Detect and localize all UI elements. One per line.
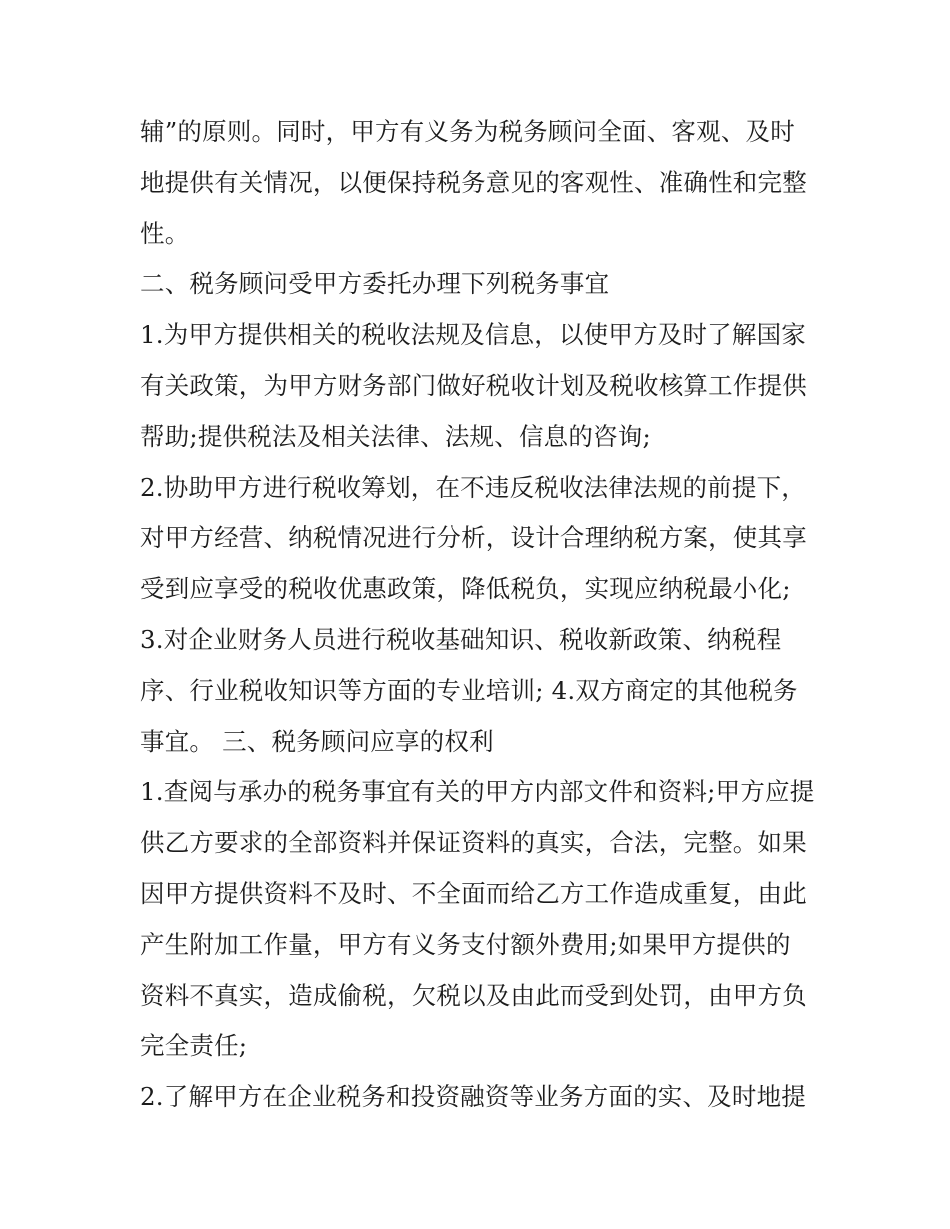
document-body [140, 107, 820, 1123]
section-heading: 二、税务顾问受甲方委托办理下列税务事宜 [140, 269, 610, 299]
text-line: 1.为甲方提供相关的税收法规及信息，以使甲方及时了解国家 [140, 320, 806, 350]
text-line: 3.对企业财务人员进行税收基础知识、税收新政策、纳税程 [140, 624, 782, 654]
text-line: 供乙方要求的全部资料并保证资料的真实，合法，完整。如果 [140, 828, 807, 858]
text-line: 产生附加工作量，甲方有义务支付额外费用;如果甲方提供的 [140, 929, 791, 959]
text-line: 受到应享受的税收优惠政策，降低税负，实现应纳税最小化; [140, 574, 791, 604]
text-line: 事宜。 三、税务顾问应享的权利 [140, 726, 494, 756]
text-line: 资料不真实，造成偷税，欠税以及由此而受到处罚，由甲方负 [140, 980, 807, 1010]
text-line: 因甲方提供资料不及时、不全面而给乙方工作造成重复，由此 [140, 878, 807, 908]
text-line: 1.查阅与承办的税务事宜有关的甲方内部文件和资料;甲方应提 [140, 777, 815, 807]
text-line: 性。 [140, 218, 190, 248]
text-line: 序、行业税收知识等方面的专业培训; 4.双方商定的其他税务 [140, 675, 798, 705]
text-line: 对甲方经营、纳税情况进行分析，设计合理纳税方案，使其享 [140, 523, 807, 553]
text-line: 2.了解甲方在企业税务和投资融资等业务方面的实、及时地提 [140, 1082, 806, 1112]
text-line: 辅”的原则。同时，甲方有义务为税务顾问全面、客观、及时 [140, 117, 795, 146]
text-line: 完全责任; [140, 1031, 248, 1061]
text-line: 地提供有关情况，以便保持税务意见的客观性、准确性和完整 [140, 167, 807, 197]
text-line: 帮助;提供税法及相关法律、法规、信息的咨询; [140, 421, 651, 451]
text-line: 2.协助甲方进行税收筹划，在不违反税收法律法规的前提下， [140, 472, 806, 502]
text-line: 有关政策，为甲方财务部门做好税收计划及税收核算工作提供 [140, 370, 807, 400]
